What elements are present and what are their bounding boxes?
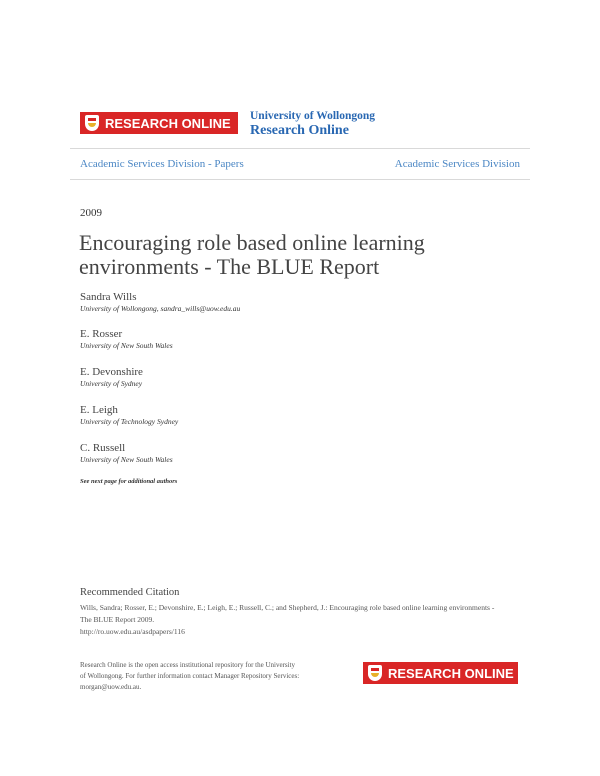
author-entry bbox=[80, 441, 173, 465]
more-authors-note: See next page for additional authors bbox=[80, 478, 178, 485]
author-name[interactable]: E. Devonshire bbox=[80, 366, 143, 378]
author-name[interactable]: C. Russell bbox=[80, 442, 126, 454]
paper-title[interactable]: Encouraging role based online learning environments - The BLUE Report bbox=[79, 230, 425, 279]
author-name[interactable]: E. Leigh bbox=[80, 404, 118, 416]
uow-name[interactable]: University of Wollongong bbox=[250, 110, 376, 122]
logo-text: RESEARCH ONLINE bbox=[105, 115, 231, 131]
author-affiliation: University of Wollongong, sandra_wills@uow.edu.au bbox=[80, 304, 241, 313]
author-entry bbox=[80, 290, 240, 314]
division-link[interactable]: Academic Services Division bbox=[394, 158, 520, 170]
uow-shield-icon bbox=[368, 665, 382, 681]
research-online-name[interactable]: Research Online bbox=[250, 123, 349, 138]
author-entry bbox=[80, 403, 178, 427]
series-link[interactable]: Academic Services Division - Papers bbox=[80, 158, 244, 170]
recommended-citation-heading: Recommended Citation bbox=[80, 587, 180, 598]
footer-research-online-logo[interactable] bbox=[363, 662, 518, 684]
citation-url[interactable]: http://ro.uow.edu.au/asdpapers/116 bbox=[80, 627, 185, 636]
divider-bottom bbox=[70, 179, 530, 180]
footer-logo-text: RESEARCH ONLINE bbox=[388, 665, 514, 681]
repository-info: Research Online is the open access institutional repository for the University of Wollongong. For further information contact Manager Repository Services: morgan@uow.edu.au. bbox=[80, 661, 300, 691]
author-entry bbox=[80, 327, 173, 351]
uow-shield-icon bbox=[85, 115, 99, 131]
author-affiliation: University of Sydney bbox=[80, 379, 143, 388]
author-entry bbox=[80, 365, 143, 389]
publication-year: 2009 bbox=[80, 207, 102, 219]
divider-top bbox=[70, 148, 530, 149]
author-name[interactable]: E. Rosser bbox=[80, 328, 123, 340]
citation-body: Wills, Sandra; Rosser, E.; Devonshire, E.; Leigh, E.; Russell, C.; and Shepherd, J.: Encouraging role based online learning environments - The BLUE Report 2009. bbox=[80, 603, 495, 624]
author-affiliation: University of Technology Sydney bbox=[80, 417, 179, 426]
citation-text bbox=[80, 602, 500, 638]
author-affiliation: University of New South Wales bbox=[80, 341, 173, 350]
research-online-logo[interactable] bbox=[80, 112, 238, 134]
author-affiliation: University of New South Wales bbox=[80, 455, 173, 464]
author-name[interactable]: Sandra Wills bbox=[80, 291, 137, 303]
